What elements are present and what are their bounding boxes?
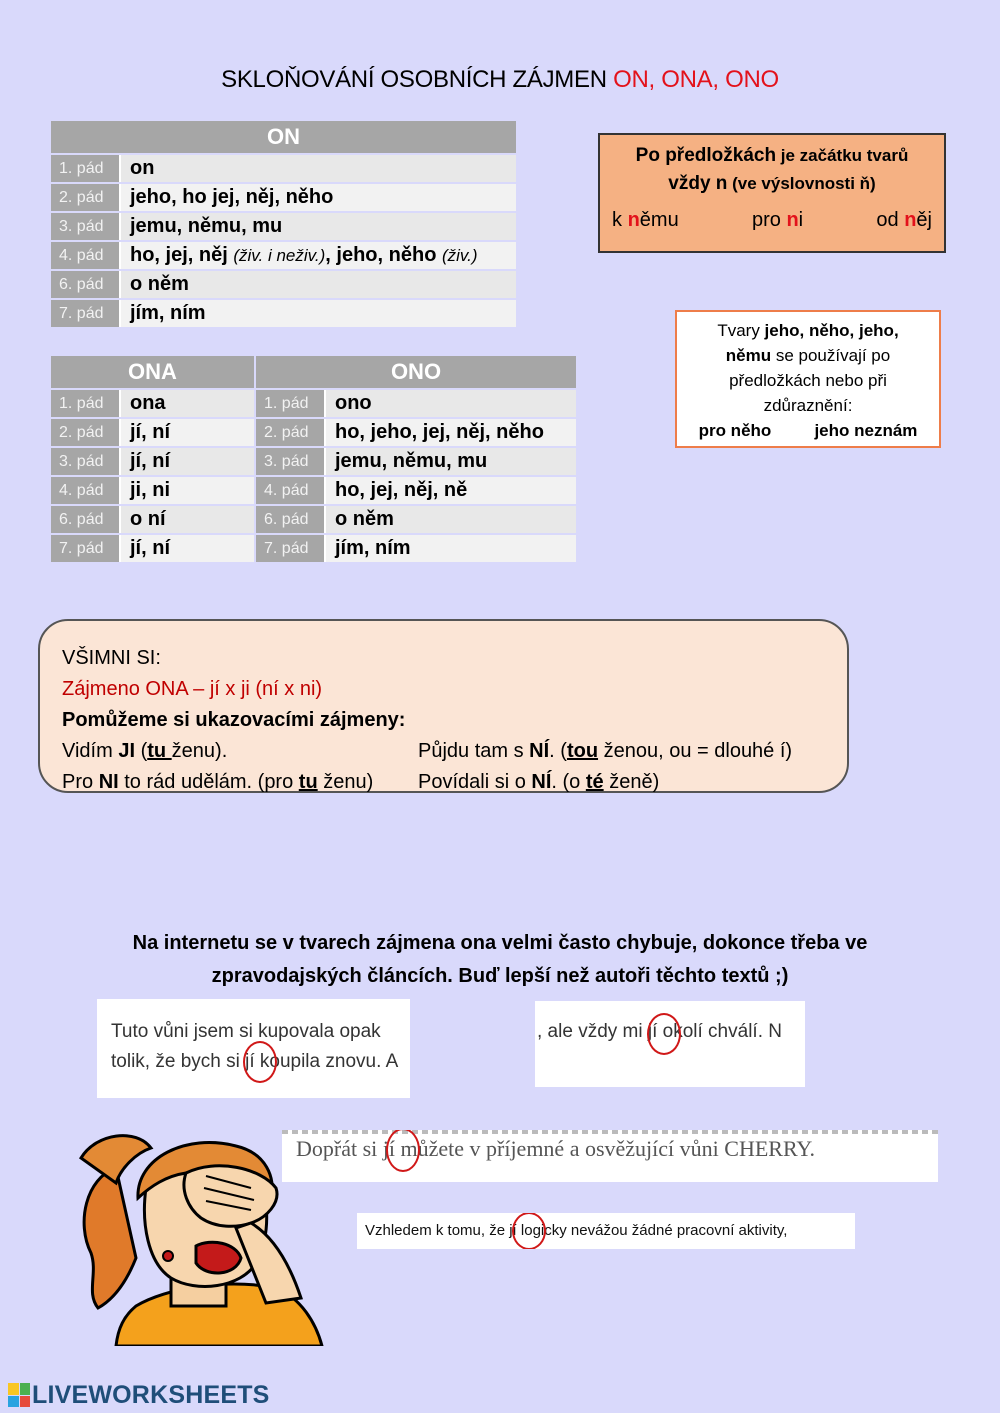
table-row: 3. pád jemu, němu, mu [51, 213, 516, 240]
prepositions-note: Po předložkách je začátku tvarů vždy n (ve výslovnosti ň) k němu pro ni od něj [598, 133, 946, 253]
table-ona [51, 354, 254, 564]
error-clip-2: , ale vždy mi jí okolí chválí. N [535, 1001, 805, 1087]
table-row: 6. pád o něm [256, 506, 576, 533]
error-circle [512, 1213, 546, 1249]
table-header: ONO [256, 356, 576, 388]
error-clip-1: Tuto vůni jsem si kupovala opak tolik, že bych si jí koupila znovu. A [97, 999, 410, 1098]
example-od-nej: od něj [876, 209, 932, 231]
table-row: 4. pád ho, jej, něj (živ. i neživ.), jeho, něho (živ.) [51, 242, 516, 269]
table-row: 7. pád jím, ním [256, 535, 576, 562]
logo-text: LIVEWORKSHEETS [32, 1380, 270, 1409]
table-header: ONA [51, 356, 254, 388]
table-row: 2. pád ho, jeho, jej, něj, něho [256, 419, 576, 446]
table-row: 6. pád o ní [51, 506, 254, 533]
example-pro-neho: pro něho [698, 421, 772, 440]
table-row: 4. pád ji, ni [51, 477, 254, 504]
example-pro-ni: pro ni [751, 209, 804, 231]
example-jeho-neznam: jeho neznám [814, 421, 918, 440]
table-row: 1. pád ono [256, 390, 576, 417]
table-row: 2. pád jí, ní [51, 419, 254, 446]
error-circle [243, 1041, 277, 1083]
notice-example-3: Pro NI to rád udělám. (pro tu ženu) [62, 771, 374, 793]
title-highlight: ON, ONA, ONO [613, 66, 779, 93]
table-row: 7. pád jí, ní [51, 535, 254, 562]
table-row: 6. pád o něm [51, 271, 516, 298]
liveworksheets-logo [8, 1380, 270, 1410]
logo-icon [8, 1383, 30, 1407]
internet-paragraph: Na internetu se v tvarech zájmena ona velmi často chybuje, dokonce třeba ve zpravodajských článcích. Buď lepší než autoři těchto textů ;) [132, 932, 868, 987]
error-clip-4: Vzhledem k tomu, že jí logicky nevážou žádné pracovní aktivity, [357, 1213, 855, 1249]
notice-example-1: Vidím JI (tu ženu). [62, 740, 228, 762]
table-row: 2. pád jeho, ho jej, něj, něho [51, 184, 516, 211]
notice-red-line: Zájmeno ONA – jí x ji (ní x ni) [62, 678, 323, 700]
table-row: 3. pád jí, ní [51, 448, 254, 475]
table-row: 3. pád jemu, němu, mu [256, 448, 576, 475]
cropped-line [282, 1130, 938, 1134]
facepalm-woman-illustration [76, 1128, 330, 1346]
page-title: SKLOŇOVÁNÍ OSOBNÍCH ZÁJMEN ON, ONA, ONO [221, 66, 779, 93]
table-header: ON [51, 121, 516, 153]
error-circle [386, 1130, 420, 1172]
error-circle [647, 1013, 681, 1055]
table-row: 4. pád ho, jej, něj, ně [256, 477, 576, 504]
table-row: 1. pád on [51, 155, 516, 182]
table-on [51, 119, 516, 329]
notice-heading: VŠIMNI SI: [62, 647, 161, 669]
notice-bold-line: Pomůžeme si ukazovacími zájmeny: [62, 709, 406, 731]
example-k-nemu: k němu [612, 209, 679, 231]
forms-note: Tvary jeho, něho, jeho, němu se používají po předložkách nebo při zdůraznění: pro něho jeho neznám [675, 310, 941, 448]
table-row: 1. pád ona [51, 390, 254, 417]
notice-box [38, 619, 849, 793]
notice-example-4: Povídali si o NÍ. (o té ženě) [418, 771, 660, 793]
table-ono [256, 354, 576, 564]
error-clip-3: Dopřát si jí můžete v příjemné a osvěžující vůni CHERRY. [282, 1130, 938, 1182]
notice-example-2: Půjdu tam s NÍ. (tou ženou, ou = dlouhé í) [418, 740, 793, 762]
table-row: 7. pád jím, ním [51, 300, 516, 327]
